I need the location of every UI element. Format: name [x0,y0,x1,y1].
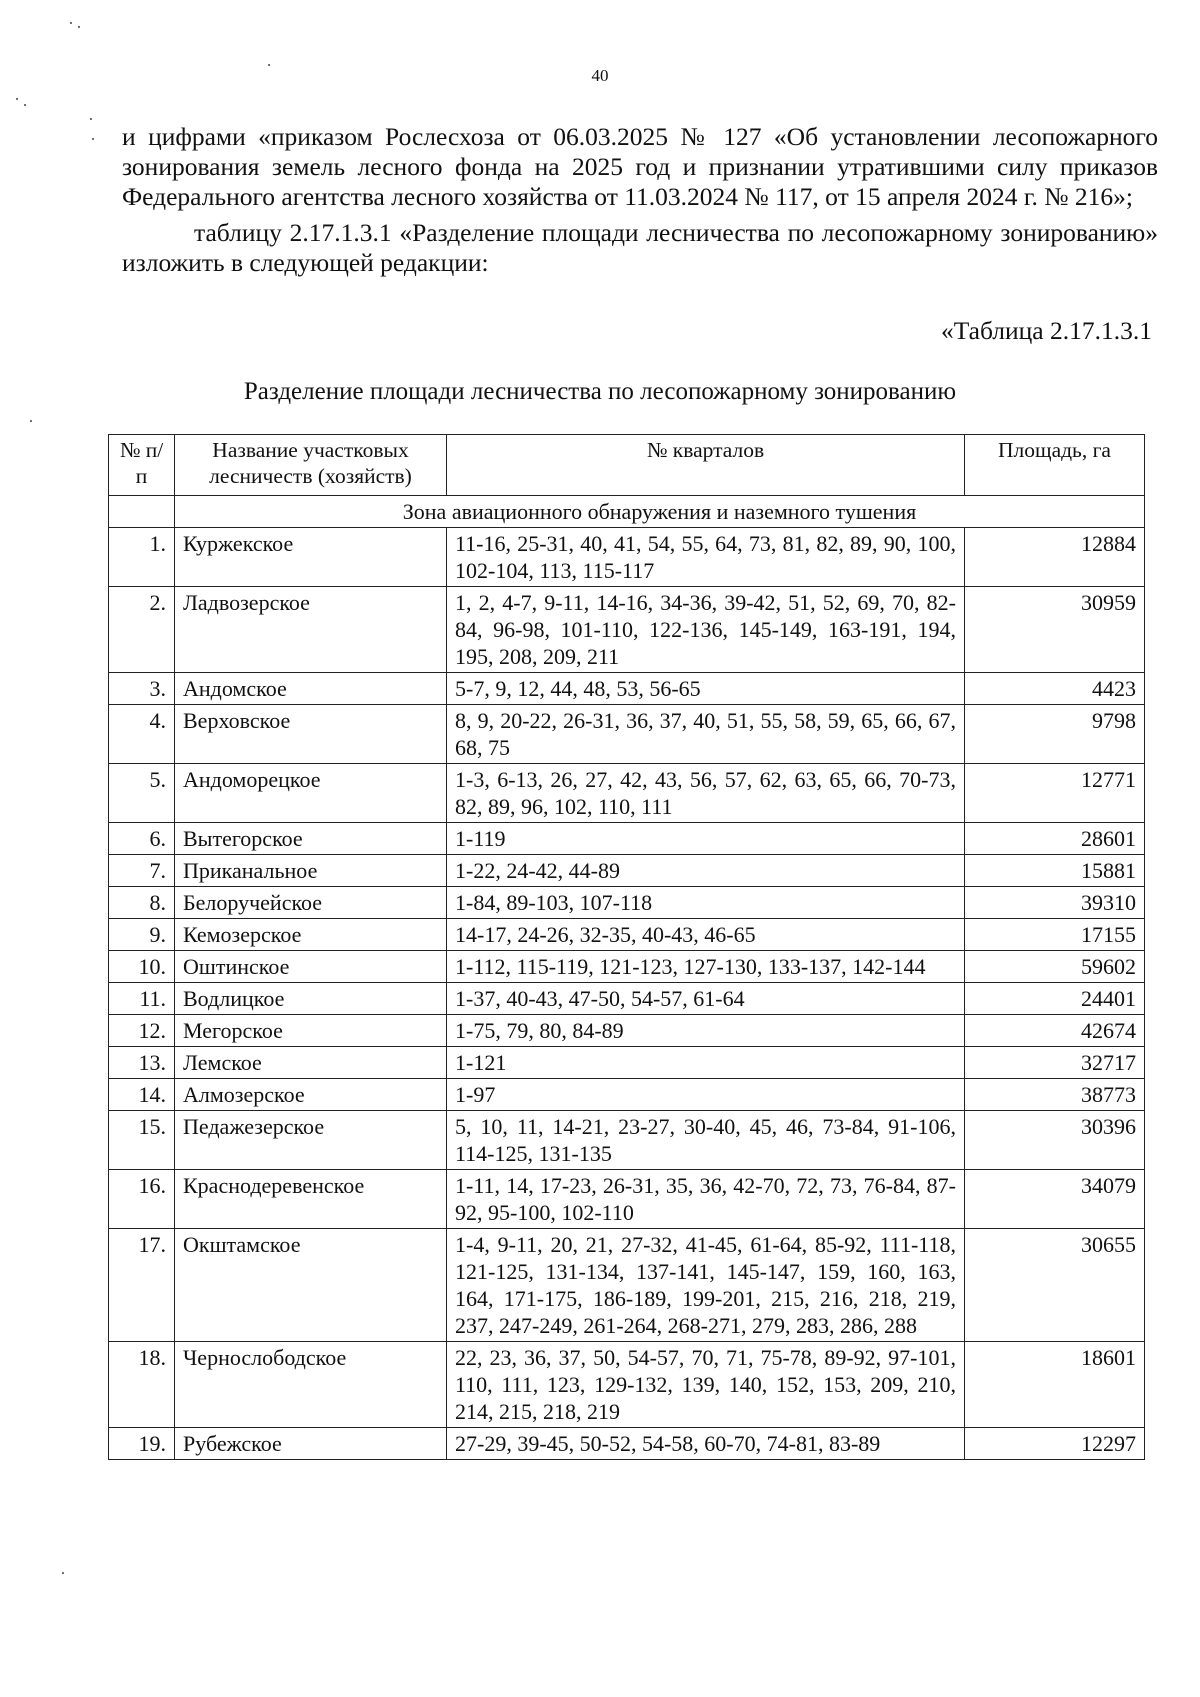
table-row [109,919,1145,951]
area-hectares: 38773 [965,1079,1145,1111]
scan-speck [30,420,32,422]
area-hectares: 18601 [965,1342,1145,1428]
zone-row [109,496,1145,528]
table-row [109,1111,1145,1170]
row-number: 16. [109,1170,175,1229]
table-row [109,855,1145,887]
forestry-name: Рубежское [175,1428,447,1460]
forest-zoning-table [108,434,1145,1460]
table-row [109,1428,1145,1460]
quarter-numbers: 1-3, 6-13, 26, 27, 42, 43, 56, 57, 62, 63, 65, 66, 70-73, 82, 89, 96, 102, 110, 111 [447,764,965,823]
scan-speck [24,104,26,106]
quarter-numbers: 8, 9, 20-22, 26-31, 36, 37, 40, 51, 55, 58, 59, 65, 66, 67, 68, 75 [447,705,965,764]
row-number: 7. [109,855,175,887]
quarter-numbers: 5, 10, 11, 14-21, 23-27, 30-40, 45, 46, 73-84, 91-106, 114-125, 131-135 [447,1111,965,1170]
row-number: 1. [109,528,175,587]
quarter-numbers: 1-84, 89-103, 107-118 [447,887,965,919]
area-hectares: 15881 [965,855,1145,887]
table-row [109,528,1145,587]
row-number: 9. [109,919,175,951]
row-number: 15. [109,1111,175,1170]
forestry-name: Оштинское [175,951,447,983]
table-label: «Таблица 2.17.1.3.1 [940,316,1152,345]
intro-text [122,122,1158,278]
forestry-name: Краснодеревенское [175,1170,447,1229]
row-number: 19. [109,1428,175,1460]
forestry-name: Кемозерское [175,919,447,951]
area-hectares: 12297 [965,1428,1145,1460]
row-number: 13. [109,1047,175,1079]
row-number: 11. [109,983,175,1015]
zone-empty-cell [109,496,175,528]
quarter-numbers: 1-121 [447,1047,965,1079]
header-quarters: № кварталов [447,435,965,496]
quarter-numbers: 1-75, 79, 80, 84-89 [447,1015,965,1047]
area-hectares: 39310 [965,887,1145,919]
forestry-name: Андомское [175,673,447,705]
table-row [109,1015,1145,1047]
row-number: 3. [109,673,175,705]
scan-speck [92,138,94,140]
scan-speck [16,98,18,100]
row-number: 5. [109,764,175,823]
header-area: Площадь, га [965,435,1145,496]
table-header-row [109,435,1145,496]
quarter-numbers: 1-97 [447,1079,965,1111]
scan-speck [70,22,72,24]
row-number: 4. [109,705,175,764]
area-hectares: 30655 [965,1229,1145,1342]
area-hectares: 32717 [965,1047,1145,1079]
quarter-numbers: 5-7, 9, 12, 44, 48, 53, 56-65 [447,673,965,705]
area-hectares: 34079 [965,1170,1145,1229]
quarter-numbers: 14-17, 24-26, 32-35, 40-43, 46-65 [447,919,965,951]
forestry-name: Белоручейское [175,887,447,919]
forestry-name: Верховское [175,705,447,764]
quarter-numbers: 1-11, 14, 17-23, 26-31, 35, 36, 42-70, 72, 73, 76-84, 87- 92, 95-100, 102-110 [447,1170,965,1229]
header-name: Название участковых лесничеств (хозяйств) [175,435,447,496]
area-hectares: 24401 [965,983,1145,1015]
table-row [109,1079,1145,1111]
quarter-numbers: 1-22, 24-42, 44-89 [447,855,965,887]
table-row [109,1047,1145,1079]
row-number: 8. [109,887,175,919]
quarter-numbers: 1-112, 115-119, 121-123, 127-130, 133-137, 142-144 [447,951,965,983]
forestry-name: Лемское [175,1047,447,1079]
table-title: Разделение площади лесничества по лесопожарному зонированию [243,378,957,405]
forestry-name: Куржекское [175,528,447,587]
quarter-numbers: 1-37, 40-43, 47-50, 54-57, 61-64 [447,983,965,1015]
scan-speck [90,118,92,120]
table-row [109,673,1145,705]
scan-speck [78,26,80,28]
table-row [109,764,1145,823]
area-hectares: 4423 [965,673,1145,705]
forestry-name: Чернослободское [175,1342,447,1428]
quarter-numbers: 1-119 [447,823,965,855]
quarter-numbers: 22, 23, 36, 37, 50, 54-57, 70, 71, 75-78, 89-92, 97-101, 110, 111, 123, 129-132, 139, 140, 152, 153, 209, 210, 214, 215, 218, 219 [447,1342,965,1428]
forestry-name: Окштамское [175,1229,447,1342]
row-number: 2. [109,587,175,673]
table-row [109,887,1145,919]
table-row [109,705,1145,764]
header-num: № п/п [109,435,175,496]
table-row [109,1170,1145,1229]
area-hectares: 9798 [965,705,1145,764]
quarter-numbers: 1-4, 9-11, 20, 21, 27-32, 41-45, 61-64, 85-92, 111-118, 121-125, 131-134, 137-141, 145-147, 159, 160, 163, 164, 171-175, 186-189, 199-201, 215, 216, 218, 219, 237, 247-249, 261-264, 268-271, 279, 283, 286, 288 [447,1229,965,1342]
row-number: 10. [109,951,175,983]
intro-paragraph: и цифрами «приказом Рослесхоза от 06.03.2025 № 127 «Об установлении лесопожарного зонирования земель лесного фонда на 2025 год и признании утратившими силу приказов Федерального агентства лесного хозяйства от 11.03.2024 № 117, от 15 апреля 2024 г. № 216»; [122,122,1158,211]
forestry-name: Приканальное [175,855,447,887]
quarter-numbers: 27-29, 39-45, 50-52, 54-58, 60-70, 74-81, 83-89 [447,1428,965,1460]
row-number: 12. [109,1015,175,1047]
area-hectares: 30959 [965,587,1145,673]
scan-speck [62,1572,64,1574]
forestry-name: Мегорское [175,1015,447,1047]
quarter-numbers: 1, 2, 4-7, 9-11, 14-16, 34-36, 39-42, 51, 52, 69, 70, 82-84, 96-98, 101-110, 122-136, 145-149, 163-191, 194, 195, 208, 209, 211 [447,587,965,673]
area-hectares: 42674 [965,1015,1145,1047]
area-hectares: 12884 [965,528,1145,587]
page-number: 40 [591,66,609,85]
table-row [109,983,1145,1015]
forestry-name: Ладвозерское [175,587,447,673]
table-row [109,587,1145,673]
quarter-numbers: 11-16, 25-31, 40, 41, 54, 55, 64, 73, 81, 82, 89, 90, 100, 102-104, 113, 115-117 [447,528,965,587]
forestry-name: Водлицкое [175,983,447,1015]
area-hectares: 28601 [965,823,1145,855]
forestry-name: Педажезерское [175,1111,447,1170]
row-number: 14. [109,1079,175,1111]
area-hectares: 59602 [965,951,1145,983]
area-hectares: 12771 [965,764,1145,823]
row-number: 6. [109,823,175,855]
forestry-name: Вытегорское [175,823,447,855]
forestry-name: Алмозерское [175,1079,447,1111]
table-row [109,1342,1145,1428]
forestry-name: Андоморецкое [175,764,447,823]
zone-label: Зона авиационного обнаружения и наземного тушения [175,496,1145,528]
table-row [109,951,1145,983]
area-hectares: 17155 [965,919,1145,951]
row-number: 17. [109,1229,175,1342]
table-row [109,1229,1145,1342]
row-number: 18. [109,1342,175,1428]
intro-paragraph: таблицу 2.17.1.3.1 «Разделение площади лесничества по лесопожарному зонированию» изложить в следующей редакции: [122,218,1158,277]
area-hectares: 30396 [965,1111,1145,1170]
table-row [109,823,1145,855]
